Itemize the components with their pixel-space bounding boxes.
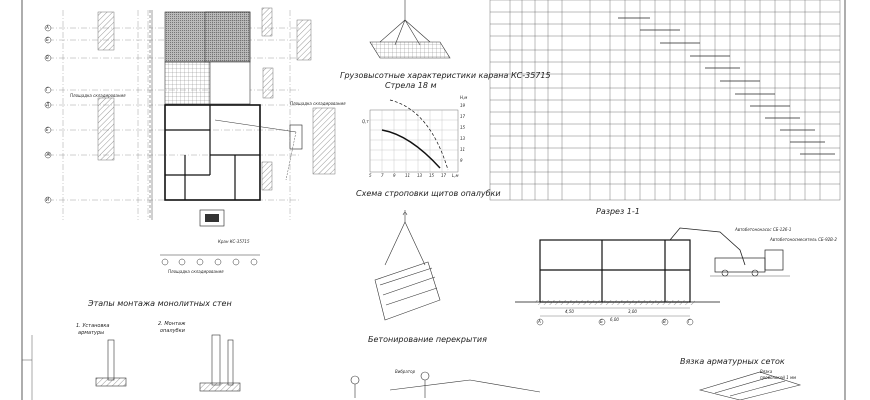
chart-tick-v: 15 <box>460 125 466 130</box>
vibrator-label: Вибратор <box>395 369 416 374</box>
step1-title: 1. Установка <box>76 323 110 329</box>
chart-tick-h: 9 <box>393 173 396 178</box>
mesh-title: Вязка арматурных сеток <box>680 357 785 366</box>
axis-bubble-label: Д <box>46 102 50 107</box>
storage-note-2: Площадка складирования <box>290 101 346 106</box>
section-dimension: 3,00 <box>628 309 637 314</box>
crane-chart-title: Грузовысотные характеристики карана КС-35715 <box>340 71 551 80</box>
stage-sketches <box>96 335 800 400</box>
chart-axis-q: Q,т <box>362 119 369 124</box>
section-axis-label: А <box>538 319 541 324</box>
mesh-note-2: проволокой 1 мм <box>760 375 796 380</box>
section-dimension: 4,50 <box>565 309 574 314</box>
chart-tick-h: 5 <box>369 173 372 178</box>
chart-axis-v: H,м <box>460 95 468 100</box>
crane-hook-sketch <box>370 0 450 58</box>
schedule-table <box>490 0 840 200</box>
slinging-title: Схема строповки щитов опалубки <box>356 189 501 198</box>
chart-tick-h: 7 <box>381 173 384 178</box>
chart-tick-h: 13 <box>417 173 423 178</box>
slinging-scheme <box>375 210 440 320</box>
site-plan <box>45 8 335 265</box>
section-axis-label: Г <box>688 319 691 324</box>
storage-note-1: Площадка складирования <box>70 93 126 98</box>
boom-length: Стрела 18 м <box>385 81 437 90</box>
axis-bubble-label: Г <box>46 87 49 92</box>
section-1-1 <box>515 228 790 325</box>
axis-bubble-label: Ж <box>46 152 51 157</box>
section-axis-label: В <box>663 319 666 324</box>
crane-chart <box>370 100 458 172</box>
section-axis-label: Б <box>600 319 603 324</box>
chart-tick-v: 19 <box>460 103 466 108</box>
chart-tick-h: 17 <box>441 173 447 178</box>
section-dimension: 6,00 <box>610 317 619 322</box>
section-title: Разрез 1-1 <box>596 207 640 216</box>
chart-axis-h: L,м <box>452 173 459 178</box>
mixer-label: Автобетоносмеситель СБ-92В-2 <box>770 237 837 242</box>
axis-bubble-label: А <box>46 25 49 30</box>
chart-tick-h: 11 <box>405 173 411 178</box>
chart-tick-h: 15 <box>429 173 435 178</box>
step2-title: 2. Монтаж <box>158 321 186 327</box>
pump-label: Автобетононасос СБ-126-1 <box>735 227 792 232</box>
mesh-note-1: Вязка <box>760 369 773 374</box>
concreting-title: Бетонирование перекрытия <box>368 335 487 344</box>
chart-tick-v: 13 <box>460 136 466 141</box>
axis-bubble-label: Б <box>46 37 49 42</box>
chart-tick-v: 17 <box>460 114 466 119</box>
axis-bubble-label: В <box>46 55 49 60</box>
axis-bubble-label: И <box>46 197 49 202</box>
crane-note: Кран КС-35715 <box>218 239 250 244</box>
chart-tick-v: 9 <box>460 158 463 163</box>
step2-subtitle: опалубки <box>160 328 185 334</box>
chart-tick-v: 11 <box>460 147 466 152</box>
axis-bubble-label: Е <box>46 127 49 132</box>
step1-subtitle: арматуры <box>78 330 105 336</box>
stages-title: Этапы монтажа монолитных стен <box>88 299 232 308</box>
storage-note-3: Площадка складирования <box>168 269 224 274</box>
